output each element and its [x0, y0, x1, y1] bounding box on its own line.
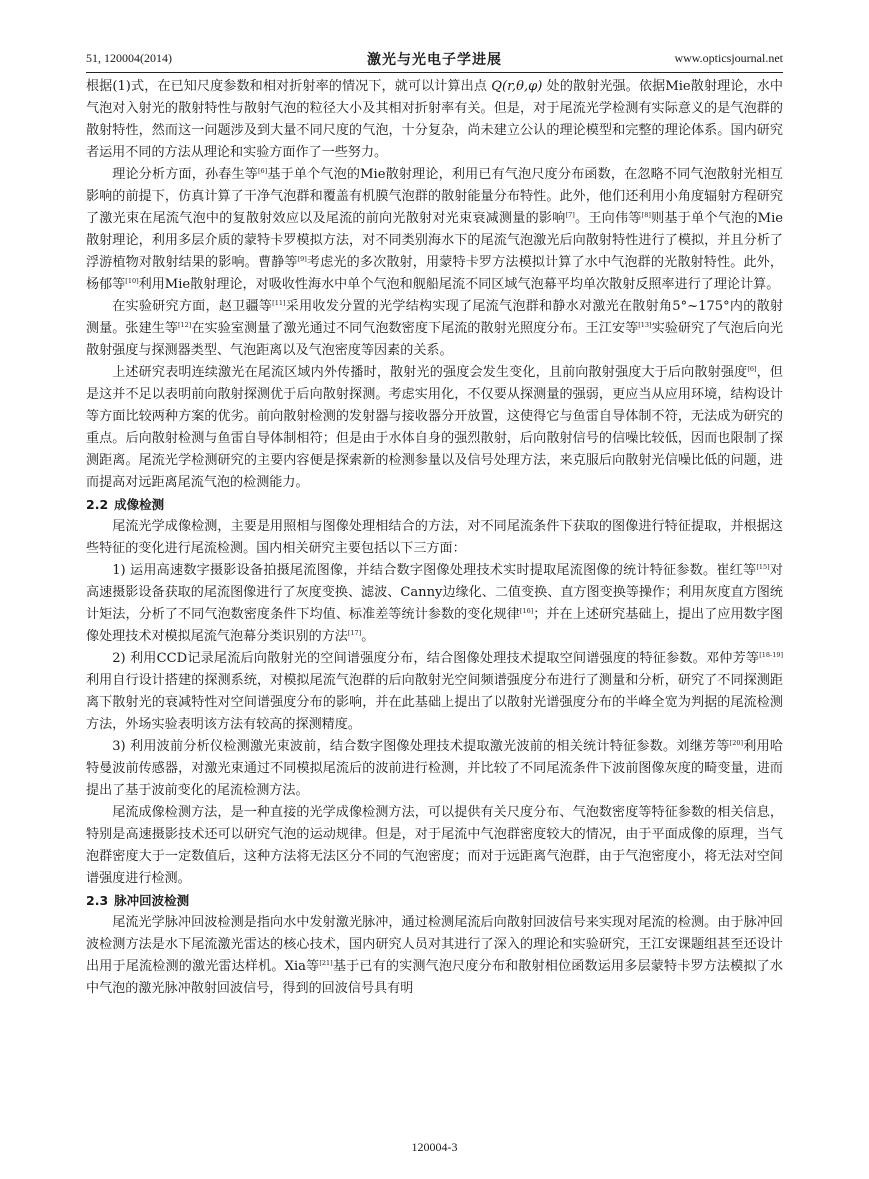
citation: [12]: [178, 321, 192, 329]
paragraph: 上述研究表明连续激光在尾流区域内外传播时，散射光的强度会发生变化，且前向散射强度大于后向散射强度[6]，但是这并不足以表明前向散射探测优于后向散射探测。考虑实用化，不仅要从探测量的强弱，更应当从应用环境，结构设计等方面比较两种方案的优劣。前向散射检测的发射器与接收器分开放置，这使得它与鱼雷自导体制不符，无法成为研究的重点。后向散射检测与鱼雷自导体制相符；但是由于水体自身的强烈散射，后向散射信号的信噪比较低，因而也限制了探测距离。尾流光学检测研究的主要内容便是探索新的检测参量以及信号处理方法，来克服后向散射光信噪比低的问题，进而提高对远距离尾流气泡的检测能力。: [86, 365, 784, 490]
journal-url: www.opticsjournal.net: [674, 51, 783, 65]
citation: [17]: [347, 629, 362, 637]
citation: [11]: [272, 299, 286, 307]
citation: [7]: [565, 211, 575, 219]
paragraph: 尾流成像检测方法，是一种直接的光学成像检测方法，可以提供有关尺度分布、气泡数密度等特征参数的相关信息，特别是高速摄影技术还可以研究气泡的运动规律。但是，对于尾流中气泡群密度较大的情况，由于平面成像的原理，当气泡群密度大于一定数值后，这种方法将无法区分不同的气泡密度；而对于远距离气泡群，由于气泡密度小，将无法对空间谱强度进行检测。: [86, 805, 783, 886]
citation: [21]: [319, 959, 333, 967]
paragraph: 尾流光学成像检测，主要是用照相与图像处理相结合的方法，对不同尾流条件下获取的图像进行特征提取，并根据这些特征的变化进行尾流检测。国内相关研究主要包括以下三方面：: [86, 519, 783, 556]
journal-volume: 51, 120004(2014): [86, 51, 172, 65]
section-heading: 2.2 成像检测: [86, 497, 165, 512]
journal-title: 激光与光电子学进展: [367, 52, 502, 68]
paragraph: 3) 利用波前分析仪检测激光束波前，结合数字图像处理技术提取激光波前的相关统计特征参数。刘继芳等[20]利用哈特曼波前传感器，对激光束通过不同模拟尾流后的波前进行检测，并比较了不同尾流条件下波前图像灰度的畸变量，进而提出了基于波前变化的尾流检测方法。: [86, 739, 783, 798]
citation: [18-19]: [759, 651, 783, 659]
paragraph: 尾流光学脉冲回波检测是指向水中发射激光脉冲，通过检测尾流后向散射回波信号来实现对尾流的检测。由于脉冲回波检测方法是水下尾流激光雷达的核心技术，国内研究人员对其进行了深入的理论和实验研究，王江安课题组甚至还设计出用于尾流检测的激光雷达样机。Xia等[21]基于已有的实测气泡尺度分布和散射相位函数运用多层蒙特卡罗方法模拟了水中气泡的激光脉冲散射回波信号，得到的回波信号具有明: [86, 915, 783, 996]
paragraph: 理论分析方面，孙春生等[6]基于单个气泡的Mie散射理论，利用已有气泡尺度分布函数，在忽略不同气泡散射光相互影响的前提下，仿真计算了干净气泡群和覆盖有机膜气泡群的散射能量分布特性。此外，他们还利用小角度辐射方程研究了激光束在尾流气泡中的复散射效应以及尾流的前向光散射对光束衰减测量的影响[7]。王向伟等[8]则基于单个气泡的Mie散射理论，利用多层介质的蒙特卡罗模拟方法，对不同类别海水下的尾流气泡激光后向散射特性进行了模拟，并且分析了浮游植物对散射结果的影响。曹静等[9]考虑光的多次散射，用蒙特卡罗方法模拟计算了水中气泡群的光散射特性。此外，杨郁等[10]利用Mie散射理论，对吸收性海水中单个气泡和舰船尾流不同区域气泡幕平均单次散射反照率进行了理论计算。: [86, 167, 784, 292]
citation: [8]: [641, 211, 651, 219]
citation: [15]: [756, 563, 770, 571]
paragraph: 1) 运用高速数字摄影设备拍摄尾流图像，并结合数字图像处理技术实时提取尾流图像的统计特征参数。崔红等[15]对高速摄影设备获取的尾流图像进行了灰度变换、滤波、Canny边缘化、二值变换、直方图变换等操作；利用灰度直方图统计矩法，分析了不同气泡数密度条件下均值、标准差等统计参数的变化规律[16]；并在上述研究基础上，提出了应用数字图像处理技术对模拟尾流气泡幕分类识别的方法[17]。: [86, 563, 784, 644]
body-text: [86, 76, 783, 1000]
page-number: 120004-3: [411, 1140, 458, 1154]
math-term: Q(r,θ,φ): [491, 79, 543, 94]
header-rule: [86, 72, 783, 73]
paragraph: 2) 利用CCD记录尾流后向散射光的空间谱强度分布，结合图像处理技术提取空间谱强度的特征参数。邓仲芳等[18-19]利用自行设计搭建的探测系统，对模拟尾流气泡群的后向散射光空间频谱强度分布进行了测量和分析，研究了不同探测距离下散射光的衰减特性对空间谱强度分布的影响，并在此基础上提出了以散射光谱强度分布的半峰全宽为判据的尾流检测方法，外场实验表明该方法有较高的探测精度。: [86, 651, 783, 732]
citation: [16]: [519, 607, 534, 615]
paragraph: 在实验研究方面，赵卫疆等[11]采用收发分置的光学结构实现了尾流气泡群和静水对激光在散射角5°~175°内的散射测量。张建生等[12]在实验室测量了激光通过不同气泡数密度下尾流的散射光照度分布。王江安等[13]实验研究了气泡后向光散射强度与探测器类型、气泡距离以及气泡密度等因素的关系。: [86, 299, 784, 358]
citation: [20]: [729, 739, 744, 747]
running-header: [86, 51, 783, 69]
paragraph: 根据(1)式，在已知尺度参数和相对折射率的情况下，就可以计算出点 Q(r,θ,φ) 处的散射光强。依据Mie散射理论，水中气泡对入射光的散射特性与散射气泡的粒径大小及其相对折射率有关。但是，对于尾流光学检测有实际意义的是气泡群的散射特性，然而这一问题涉及到大量不同尺度的气泡，十分复杂，尚未建立公认的理论模型和完整的理论体系。国内研究者运用不同的方法从理论和实验方面作了一些努力。: [86, 79, 783, 160]
citation: [6]: [747, 365, 757, 373]
citation: [6]: [257, 167, 268, 175]
section-heading: 2.3 脉冲回波检测: [86, 893, 190, 908]
citation: [9]: [297, 255, 307, 263]
citation: [10]: [125, 277, 139, 285]
citation: [13]: [638, 321, 652, 329]
